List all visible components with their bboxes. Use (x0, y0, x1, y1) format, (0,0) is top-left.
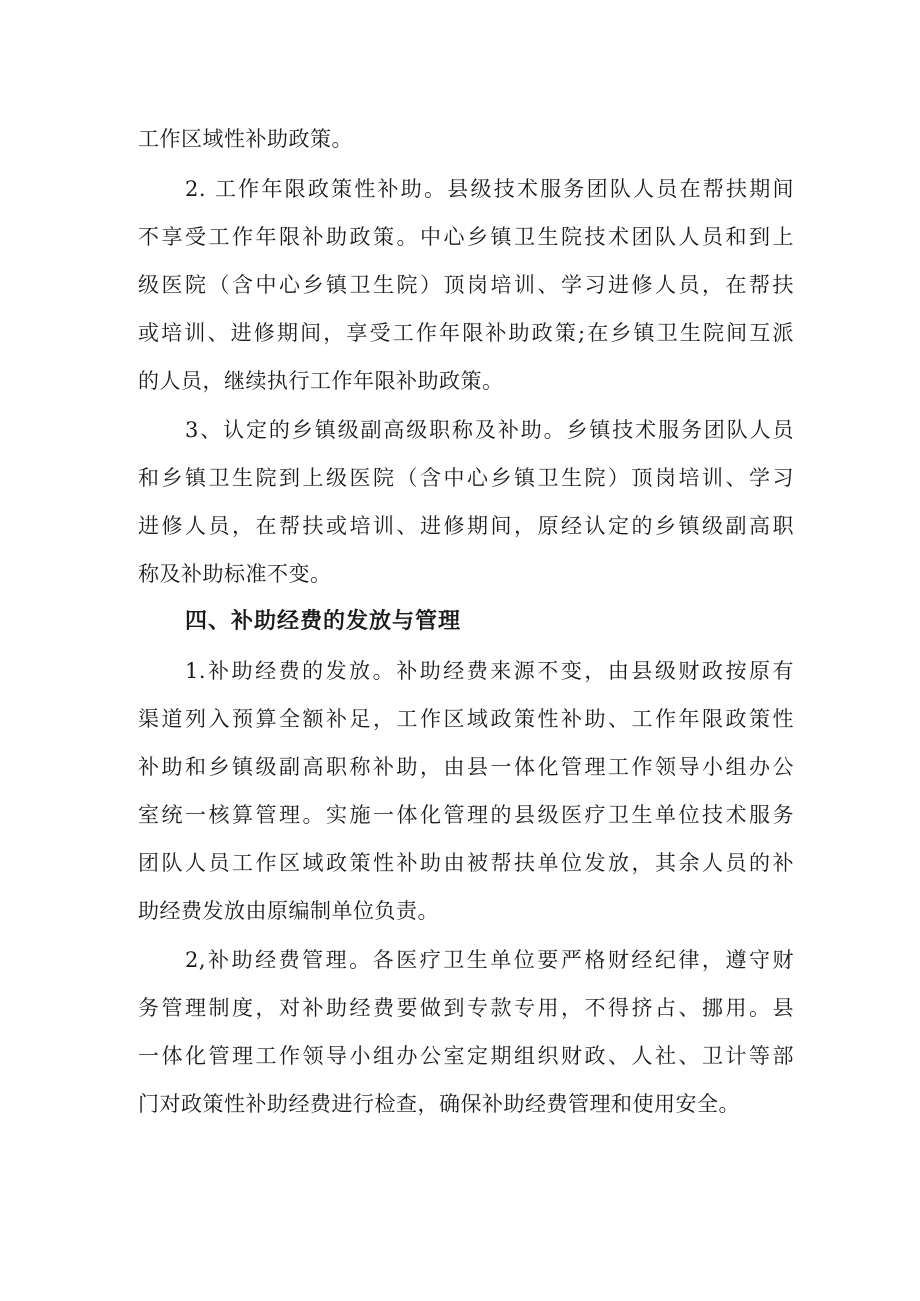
paragraph-line: 室统一核算管理。实施一体化管理的县级医疗卫生单位技术服务 (138, 803, 794, 827)
paragraph-line: 或培训、进修期间，享受工作年限补助政策;在乡镇卫生院间互派 (138, 321, 794, 345)
paragraph-line: 一体化管理工作领导小组办公室定期组织财政、人社、卫计等部 (138, 1044, 794, 1068)
paragraph-line: 务管理制度，对补助经费要做到专款专用，不得挤占、挪用。县 (138, 996, 794, 1020)
paragraph-line: 进修人员，在帮扶或培训、进修期间，原经认定的乡镇级副高职 (138, 514, 794, 538)
paragraph-line: 3、认定的乡镇级副高级职称及补助。乡镇技术服务团队人员 (185, 418, 794, 442)
paragraph-line: 2,补助经费管理。各医疗卫生单位要严格财经纪律，遵守财 (185, 948, 794, 972)
paragraph-line: 工作区域性补助政策。 (138, 127, 353, 151)
paragraph-line: 1.补助经费的发放。补助经费来源不变，由县级财政按原有 (185, 659, 794, 683)
paragraph-line: 补助和乡镇级副高职称补助，由县一体化管理工作领导小组办公 (138, 755, 794, 779)
paragraph-line: 的人员，继续执行工作年限补助政策。 (138, 369, 504, 393)
paragraph-line: 门对政策性补助经费进行检查，确保补助经费管理和使用安全。 (138, 1092, 740, 1116)
paragraph-line: 称及补助标准不变。 (138, 562, 332, 586)
paragraph-line: 团队人员工作区域政策性补助由被帮扶单位发放，其余人员的补 (138, 851, 794, 875)
paragraph-line: 2. 工作年限政策性补助。县级技术服务团队人员在帮扶期间 (185, 177, 794, 201)
paragraph-line: 和乡镇卫生院到上级医院（含中心乡镇卫生院）顶岗培训、学习 (138, 466, 794, 490)
paragraph-line: 渠道列入预算全额补足，工作区域政策性补助、工作年限政策性 (138, 707, 794, 731)
paragraph-line: 助经费发放由原编制单位负责。 (138, 899, 439, 923)
section-heading: 四、补助经费的发放与管理 (185, 609, 462, 634)
paragraph-line: 级医院（含中心乡镇卫生院）顶岗培训、学习进修人员，在帮扶 (138, 273, 794, 297)
paragraph-line: 不享受工作年限补助政策。中心乡镇卫生院技术团队人员和到上 (138, 225, 794, 249)
